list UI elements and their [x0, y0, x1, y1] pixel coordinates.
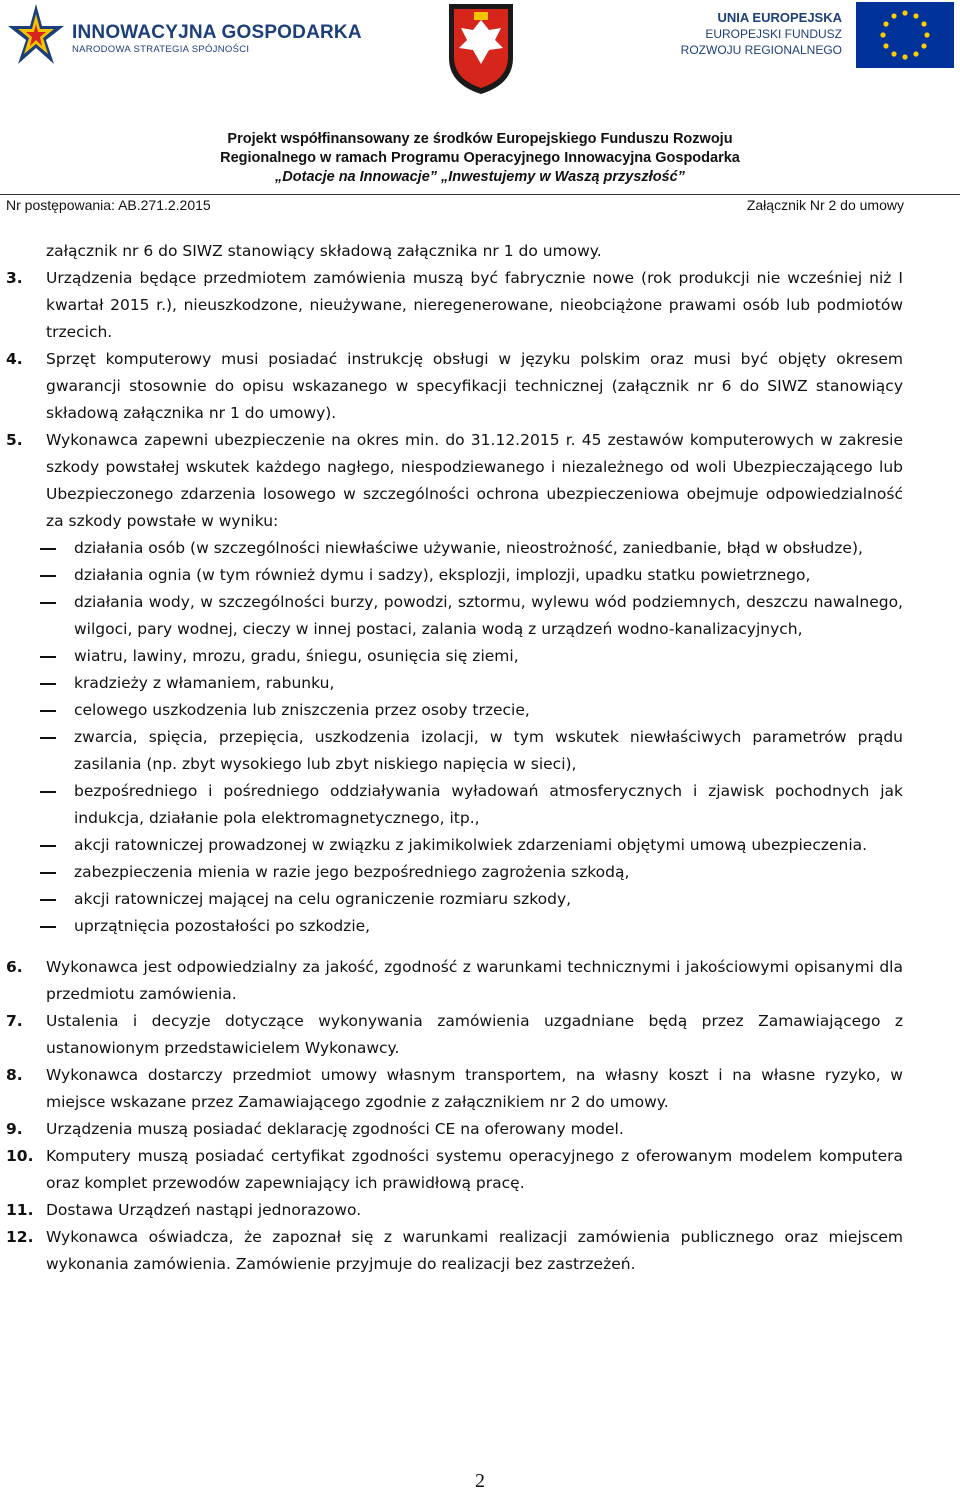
attachment-label: Załącznik Nr 2 do umowy [746, 197, 904, 213]
project-caption [0, 130, 960, 187]
list-item [46, 670, 903, 697]
dash-bullet-icon [40, 899, 56, 901]
item-4 [6, 346, 903, 427]
list-item-text: bezpośredniego i pośredniego oddziaływania wyładowań atmosferycznych i zjawisk pochodnych jak indukcja, działanie pola elektromagnetycznego, itp., [74, 782, 903, 827]
list-item [46, 886, 903, 913]
item-number: 6. [6, 958, 23, 976]
item-number: 4. [6, 350, 23, 368]
dash-bullet-icon [40, 548, 56, 550]
ig-title: INNOWACYJNA GOSPODARKA [72, 22, 362, 43]
item-number: 11. [6, 1201, 34, 1219]
coat-of-arms-icon [443, 0, 519, 96]
list-item-text: działania osób (w szczególności niewłaściwe używanie, nieostrożność, zaniedbanie, błąd w obsłudze), [74, 539, 863, 557]
list-item-text: akcji ratowniczej prowadzonej w związku z jakimikolwiek zdarzeniami objętymi umową ubezpieczenia. [74, 836, 868, 854]
dash-bullet-icon [40, 845, 56, 847]
dash-bullet-icon [40, 575, 56, 577]
eu-line2: EUROPEJSKI FUNDUSZ [705, 27, 842, 41]
item-text: Sprzęt komputerowy musi posiadać instrukcję obsługi w języku polskim oraz musi być objęty okresem gwarancji stosownie do opisu wskazanego w specyfikacji technicznej (załącznik nr 6 do SIWZ stanowiący składową załącznika nr 1 do umowy). [46, 350, 903, 422]
item-number: 10. [6, 1147, 34, 1165]
project-line2: Regionalnego w ramach Programu Operacyjnego Innowacyjna Gospodarka [220, 150, 740, 166]
list-item-text: działania wody, w szczególności burzy, powodzi, sztormu, wylewu wód podziemnych, deszczu nawalnego, wilgoci, pary wodnej, cieczy w innej postaci, zalania wodą z urządzeń wodno-kanalizacyjnych, [74, 593, 903, 638]
item-text: Dostawa Urządzeń nastąpi jednorazowo. [46, 1201, 362, 1219]
item-text: Ustalenia i decyzje dotyczące wykonywania zamówienia uzgadniane będą przez Zamawiającego z ustanowionym przedstawicielem Wykonawcy. [46, 1012, 903, 1057]
list-item [46, 832, 903, 859]
dash-bullet-icon [40, 872, 56, 874]
spacer [46, 940, 903, 954]
eu-flag-icon [856, 2, 954, 68]
item-number: 3. [6, 269, 23, 287]
item-number: 9. [6, 1120, 23, 1138]
list-item [46, 643, 903, 670]
item-text: Wykonawca oświadcza, że zapoznał się z warunkami realizacji zamówienia publicznego oraz miejscem wykonania zamówienia. Zamówienie przyjmuje do realizacji bez zastrzeżeń. [46, 1228, 903, 1273]
intro-paragraph: załącznik nr 6 do SIWZ stanowiący składową załącznika nr 1 do umowy. [46, 242, 602, 260]
item-number: 5. [6, 431, 23, 449]
list-item-text: działania ognia (w tym również dymu i sadzy), eksplozji, implozji, upadku statku powietrznego, [74, 566, 811, 584]
innowacyjna-gospodarka-logo [8, 2, 362, 72]
item-text: Urządzenia muszą posiadać deklarację zgodności CE na oferowany model. [46, 1120, 624, 1138]
item-3 [6, 265, 903, 346]
item-text: Wykonawca jest odpowiedzialny za jakość, zgodność z warunkami technicznymi i jakościowymi opisanymi dla przedmiotu zamówienia. [46, 958, 903, 1003]
item-text: Urządzenia będące przedmiotem zamówienia muszą być fabrycznie nowe (rok produkcji nie wcześniej niż I kwartał 2015 r.), nieuszkodzone, nieużywane, nieregenerowane, nieobciążone prawami osób lub podmiotów trzecich. [46, 269, 903, 341]
list-item-text: zwarcia, spięcia, przepięcia, uszkodzenia izolacji, w tym wskutek niewłaściwych parametrów prądu zasilania (np. zbyt wysokiego lub zbyt niskiego napięcia w sieci), [74, 728, 903, 773]
item-10 [6, 1143, 903, 1197]
list-item [46, 697, 903, 724]
list-item [46, 562, 903, 589]
dash-bullet-icon [40, 710, 56, 712]
list-item [46, 724, 903, 778]
list-item-text: zabezpieczenia mienia w razie jego bezpośredniego zagrożenia szkodą, [74, 863, 630, 881]
eu-logo [664, 2, 954, 68]
reference-number: Nr postępowania: AB.271.2.2015 [6, 197, 211, 213]
list-item-text: uprzątnięcia pozostałości po szkodzie, [74, 917, 371, 935]
item-text: Wykonawca dostarczy przedmiot umowy własnym transportem, na własny koszt i na własne ryzyko, w miejsce wskazane przez Zamawiającego zgodnie z załącznikiem nr 2 do umowy. [46, 1066, 903, 1111]
item-number: 8. [6, 1066, 23, 1084]
ig-subtitle: NARODOWA STRATEGIA SPÓJNOŚCI [72, 44, 250, 55]
list-item-text: kradzieży z włamaniem, rabunku, [74, 674, 335, 692]
eu-line3: ROZWOJU REGIONALNEGO [680, 43, 842, 57]
dash-bullet-icon [40, 683, 56, 685]
item-text: Wykonawca zapewni ubezpieczenie na okres min. do 31.12.2015 r. 45 zestawów komputerowych w zakresie szkody powstałej wskutek każdego nagłego, niespodziewanego i niezależnego od woli Ubezpieczającego lub Ubezpieczonego zdarzenia losowego w szczególności ochrona ubezpieczeniowa obejmuje odpowiedzialność za szkody powstałe w wyniku: [46, 431, 903, 530]
item-12 [6, 1224, 903, 1278]
list-item [46, 913, 903, 940]
item-6 [6, 954, 903, 1008]
item-8 [6, 1062, 903, 1116]
dash-bullet-icon [40, 791, 56, 793]
item-text: Komputery muszą posiadać certyfikat zgodności systemu operacyjnego z oferowanym modelem komputera oraz komplet przewodów zapewniający ich prawidłową pracę. [46, 1147, 903, 1192]
page-number: 2 [475, 1470, 485, 1492]
item-7 [6, 1008, 903, 1062]
dash-bullet-icon [40, 602, 56, 604]
item-11 [6, 1197, 903, 1224]
list-item [46, 589, 903, 643]
list-item-text: wiatru, lawiny, mrozu, gradu, śniegu, osunięcia się ziemi, [74, 647, 519, 665]
list-item [46, 859, 903, 886]
item-number: 12. [6, 1228, 34, 1246]
project-line3: „Dotacje na Innowacje” „Inwestujemy w Waszą przyszłość” [275, 169, 685, 185]
meta-row [0, 194, 960, 217]
header-logos [0, 0, 960, 128]
list-item [46, 778, 903, 832]
item-5 [6, 427, 903, 535]
ig-star-icon [8, 2, 64, 70]
eu-text [681, 10, 842, 58]
item-9 [6, 1116, 903, 1143]
document-body [6, 238, 903, 1278]
dash-bullet-icon [40, 737, 56, 739]
dash-bullet-icon [40, 926, 56, 928]
eu-line1: UNIA EUROPEJSKA [717, 10, 842, 25]
list-item-text: akcji ratowniczej mającej na celu ograniczenie rozmiaru szkody, [74, 890, 572, 908]
item-number: 7. [6, 1012, 23, 1030]
list-item-text: celowego uszkodzenia lub zniszczenia przez osoby trzecie, [74, 701, 530, 719]
project-line1: Projekt współfinansowany ze środków Europejskiego Funduszu Rozwoju [227, 131, 733, 147]
list-item [46, 535, 903, 562]
dash-bullet-icon [40, 656, 56, 658]
insurance-risks-list [46, 535, 903, 940]
